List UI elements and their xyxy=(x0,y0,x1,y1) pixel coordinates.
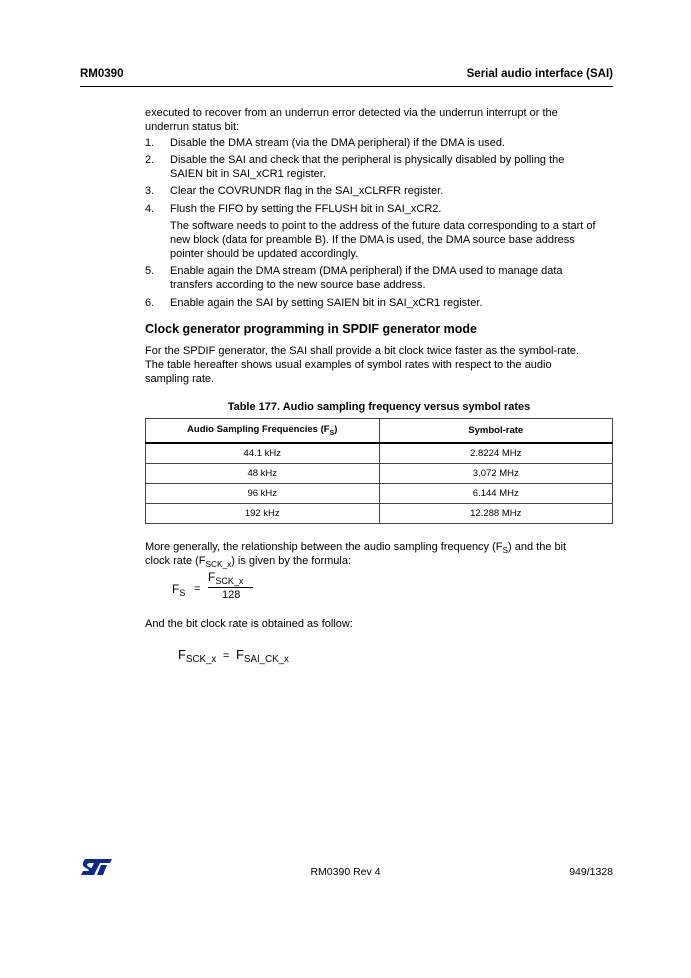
page-number: 949/1328 xyxy=(569,866,613,878)
table-cell: 2.8224 MHz xyxy=(379,443,613,464)
section-header: Serial audio interface (SAI) xyxy=(466,68,613,80)
formula-lhs: $F_S$ xyxy=(172,582,186,598)
table-cell: 48 kHz xyxy=(146,464,380,484)
step-number: 1. xyxy=(145,137,155,149)
table-header-row xyxy=(146,419,613,444)
table-cell: 3.072 MHz xyxy=(379,464,613,484)
header-rule xyxy=(80,86,613,87)
formula-equals: = xyxy=(194,583,201,595)
table-header-cell: Symbol-rate xyxy=(379,419,613,444)
step-note: new block (data for preamble B). If the DMA is used, the DMA source base address xyxy=(170,234,575,246)
general-text-line: More generally, the relationship between the audio sampling frequency $(F_S)$ and the bit xyxy=(145,541,567,555)
footer-revision: RM0390 Rev 4 xyxy=(310,866,381,878)
step-number: 3. xyxy=(145,185,155,197)
formula-lhs: $F_{SCK\_x}$ xyxy=(178,647,217,665)
formula-fs xyxy=(172,570,272,606)
doc-id: RM0390 xyxy=(80,68,124,80)
step-text: Disable the SAI and check that the peripheral is physically disabled by polling the xyxy=(170,154,565,166)
formula-equals: = xyxy=(222,650,230,662)
step-number: 4. xyxy=(145,203,155,215)
table-row xyxy=(146,504,613,524)
step-text: Enable again the SAI by setting SAIEN bit in SAI_xCR1 register. xyxy=(170,297,483,309)
step-number: 5. xyxy=(145,265,155,277)
table-cell: 192 kHz xyxy=(146,504,380,524)
step-text: SAIEN bit in SAI_xCR1 register. xyxy=(170,168,326,180)
table-row xyxy=(146,464,613,484)
table-cell: 96 kHz xyxy=(146,484,380,504)
step-number: 6. xyxy=(145,297,155,309)
step-text: transfers according to the new source base address. xyxy=(170,279,426,291)
step-text: Flush the FIFO by setting the FFLUSH bit in SAI_xCR2. xyxy=(170,203,442,215)
step-note: pointer should be updated accordingly. xyxy=(170,248,359,260)
formula-sck xyxy=(178,647,289,665)
formula-rhs: $F_{SAI\_CK\_x}$ xyxy=(236,647,289,665)
table-cell: 6.144 MHz xyxy=(379,484,613,504)
table-header-cell: Audio Sampling Frequencies $(F_S)$ xyxy=(146,419,380,444)
step-text: Clear the COVRUNDR flag in the SAI_xCLRFR register. xyxy=(170,185,444,197)
section-title: Clock generator programming in SPDIF generator mode xyxy=(145,322,478,336)
table-row xyxy=(146,443,613,464)
step-note: The software needs to point to the address of the future data corresponding to a start of xyxy=(170,220,596,232)
table-caption: Table 177. Audio sampling frequency versus symbol rates xyxy=(227,401,531,413)
table-cell: 44.1 kHz xyxy=(146,443,380,464)
step-text: Disable the DMA stream (via the DMA peripheral) if the DMA is used. xyxy=(170,137,506,149)
table-row xyxy=(146,484,613,504)
intro-line: underrun status bit: xyxy=(145,121,240,133)
fraction-bar xyxy=(208,587,253,588)
step-text: Enable again the DMA stream (DMA peripheral) if the DMA used to manage data xyxy=(170,265,563,277)
bitclock-text: And the bit clock rate is obtained as follow: xyxy=(145,618,353,630)
table-cell: 12.288 MHz xyxy=(379,504,613,524)
sampling-table xyxy=(145,418,613,524)
section-paragraph-line: sampling rate. xyxy=(145,373,215,385)
formula-numerator: $F_{SCK\_x}$ xyxy=(208,570,244,586)
step-number: 2. xyxy=(145,154,155,166)
formula-denominator: 128 xyxy=(222,589,241,601)
section-paragraph-line: For the SPDIF generator, the SAI shall provide a bit clock twice faster as the symbol-rate. xyxy=(145,345,580,357)
intro-line: executed to recover from an underrun error detected via the underrun interrupt or the xyxy=(145,107,558,119)
section-paragraph-line: The table hereafter shows usual examples of symbol rates with respect to the audio xyxy=(145,359,552,371)
general-text-line: clock rate $(F_{SCK\_x})$ is given by the formula: xyxy=(145,555,352,569)
